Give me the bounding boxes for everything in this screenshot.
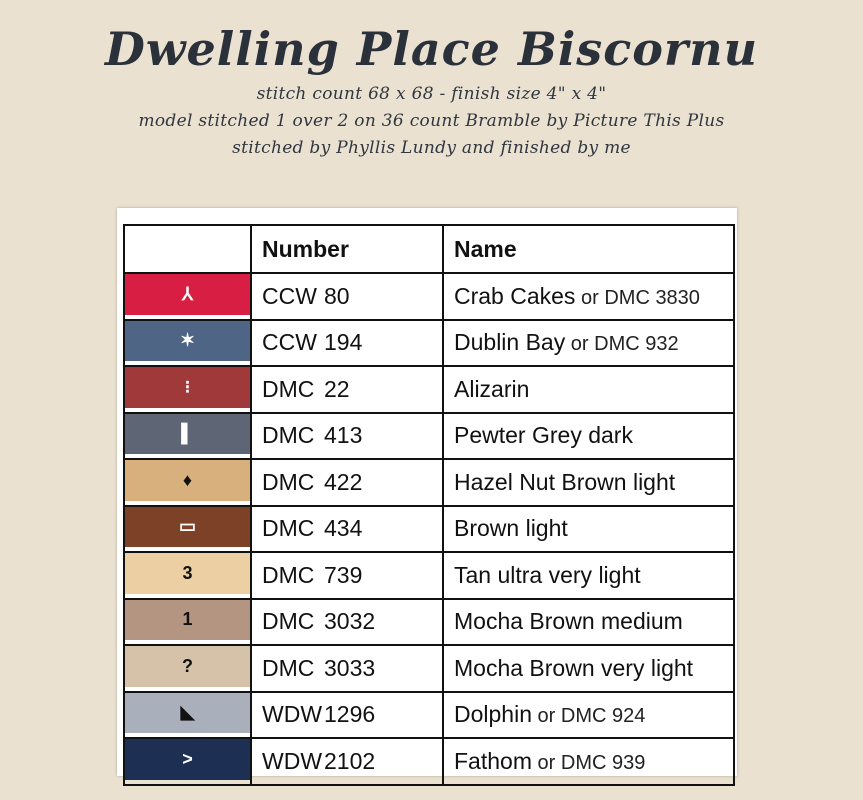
stitch-symbol-icon: ✶	[179, 330, 196, 351]
color-swatch	[125, 321, 250, 362]
thread-name: Mocha Brown very light	[454, 654, 694, 681]
thread-number-cell	[251, 738, 443, 785]
thread-name: Tan ultra very light	[454, 561, 641, 588]
thread-number-cell	[251, 645, 443, 692]
thread-name-cell	[443, 692, 734, 739]
table-row	[124, 645, 734, 692]
table-row	[124, 366, 734, 413]
thread-code: 739	[324, 561, 363, 588]
table-row	[124, 738, 734, 785]
stitch-symbol-icon: ⅄	[182, 283, 193, 304]
header-symbol	[124, 225, 251, 273]
thread-brand: DMC	[262, 608, 315, 635]
color-swatch-cell	[124, 506, 251, 553]
color-swatch	[125, 600, 250, 641]
thread-name: Crab Cakes	[454, 282, 576, 309]
table-row	[124, 552, 734, 599]
color-swatch	[125, 693, 250, 734]
thread-brand: DMC	[262, 561, 315, 588]
table-row	[124, 413, 734, 460]
thread-name-cell	[443, 506, 734, 553]
thread-number-cell	[251, 552, 443, 599]
thread-number-cell	[251, 366, 443, 413]
thread-number-cell	[251, 413, 443, 460]
stitch-symbol-icon: ⁝	[184, 376, 191, 397]
thread-name: Pewter Grey dark	[454, 422, 633, 449]
thread-code: 2102	[324, 747, 376, 774]
thread-key-table	[123, 224, 735, 786]
color-swatch-cell	[124, 320, 251, 367]
thread-number-cell	[251, 599, 443, 646]
thread-number-cell	[251, 273, 443, 320]
table-row	[124, 459, 734, 506]
thread-name: Mocha Brown medium	[454, 608, 683, 635]
color-swatch	[125, 367, 250, 408]
color-swatch-cell	[124, 738, 251, 785]
thread-name-cell	[443, 645, 734, 692]
color-swatch	[125, 646, 250, 687]
color-swatch-cell	[124, 599, 251, 646]
thread-alternative: or DMC 3830	[575, 286, 700, 309]
thread-code: 422	[324, 468, 363, 495]
stitch-count-line: stitch count 68 x 68 - finish size 4" x 4"	[256, 84, 607, 104]
color-swatch	[125, 739, 250, 780]
thread-code: 80	[324, 282, 350, 309]
thread-code: 22	[324, 375, 350, 402]
table-header-row	[124, 225, 734, 273]
thread-name-cell	[443, 738, 734, 785]
thread-brand: CCW	[262, 282, 317, 309]
color-swatch	[125, 274, 250, 315]
table-row	[124, 599, 734, 646]
pattern-title: Dwelling Place Biscornu	[104, 22, 759, 76]
thread-name-cell	[443, 552, 734, 599]
stitch-symbol-icon: ?	[182, 655, 193, 676]
thread-brand: DMC	[262, 468, 315, 495]
color-swatch-cell	[124, 645, 251, 692]
table-row	[124, 692, 734, 739]
header-name: Name	[443, 225, 734, 273]
thread-number-cell	[251, 320, 443, 367]
thread-brand: DMC	[262, 422, 315, 449]
table-row	[124, 273, 734, 320]
thread-brand: DMC	[262, 515, 315, 542]
table-row	[124, 320, 734, 367]
header-number: Number	[251, 225, 443, 273]
thread-number-cell	[251, 506, 443, 553]
thread-name: Hazel Nut Brown light	[454, 468, 676, 495]
thread-code: 194	[324, 329, 363, 356]
thread-name-cell	[443, 413, 734, 460]
color-swatch-cell	[124, 413, 251, 460]
stitch-symbol-icon: ▭	[178, 516, 196, 537]
thread-alternative: or DMC 924	[532, 705, 646, 728]
thread-alternative: or DMC 939	[531, 751, 646, 774]
thread-brand: DMC	[262, 375, 315, 402]
thread-code: 3033	[324, 654, 376, 681]
thread-code: 1296	[324, 701, 376, 728]
thread-name: Fathom	[454, 747, 532, 774]
thread-code: 434	[324, 515, 363, 542]
color-swatch	[125, 507, 250, 548]
stitch-symbol-icon: ◣	[180, 702, 195, 723]
model-stitched-line: model stitched 1 over 2 on 36 count Bramble by Picture This Plus	[138, 111, 725, 131]
thread-brand: DMC	[262, 654, 315, 681]
thread-name: Alizarin	[454, 375, 530, 402]
thread-name-cell	[443, 366, 734, 413]
color-swatch-cell	[124, 552, 251, 599]
color-swatch-cell	[124, 273, 251, 320]
thread-number-cell	[251, 459, 443, 506]
color-swatch	[125, 414, 250, 455]
thread-key-card	[117, 208, 737, 776]
thread-code: 413	[324, 422, 363, 449]
thread-brand: CCW	[262, 329, 317, 356]
color-swatch	[125, 553, 250, 594]
thread-name: Brown light	[454, 515, 568, 542]
color-swatch-cell	[124, 459, 251, 506]
table-row	[124, 506, 734, 553]
thread-number-cell	[251, 692, 443, 739]
thread-name-cell	[443, 320, 734, 367]
thread-name-cell	[443, 599, 734, 646]
stitched-by-line: stitched by Phyllis Lundy and finished by me	[232, 138, 631, 158]
stitch-symbol-icon: >	[182, 748, 193, 769]
thread-alternative: or DMC 932	[565, 333, 679, 356]
thread-name: Dolphin	[454, 701, 532, 728]
thread-name-cell	[443, 273, 734, 320]
stitch-symbol-icon: 1	[182, 609, 193, 630]
thread-code: 3032	[324, 608, 376, 635]
stitch-symbol-icon: ♦	[182, 469, 193, 490]
stitch-symbol-icon: ▌	[181, 423, 194, 444]
stitch-symbol-icon: 3	[182, 562, 193, 583]
color-swatch-cell	[124, 692, 251, 739]
color-swatch	[125, 460, 250, 501]
thread-name: Dublin Bay	[454, 329, 566, 356]
color-swatch-cell	[124, 366, 251, 413]
thread-name-cell	[443, 459, 734, 506]
thread-brand: WDW	[262, 747, 323, 774]
thread-brand: WDW	[262, 701, 323, 728]
